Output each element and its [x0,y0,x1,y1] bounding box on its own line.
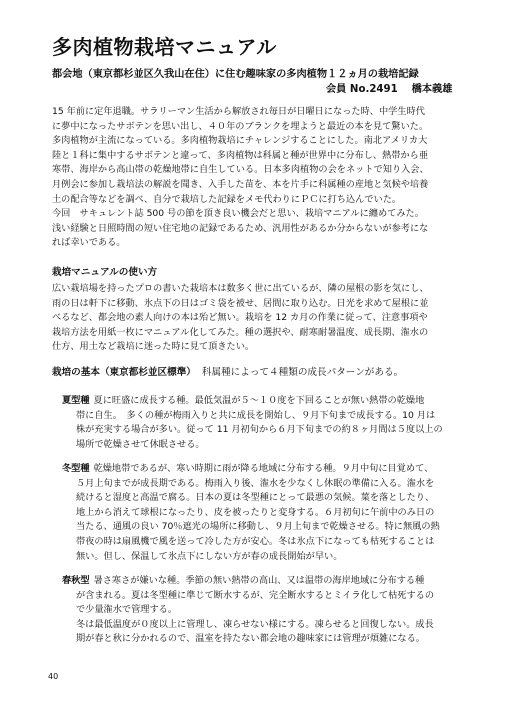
type-line: が含まれる。夏は冬型種に準じて断水するが、完全断水するとミイラ化して枯死するの [76,589,435,601]
type-line: 当たる、通風の良い 70％遮光の場所に移動し、９月上旬まで乾燥させる。特に無風の熱 [76,521,440,533]
type-line: 帯に自生。 多くの種が梅雨入りと共に成長を開始し、９月下旬まで成長する。10 月は [76,409,436,421]
usage-line: 栽培方法を用紙一枚にマニュアル化してみた。種の選択や、耐寒耐暑温度、成長期、潅水の [52,326,429,338]
usage-line: 仕方、用土など栽培に迷った時に見て頂きたい。 [52,341,255,353]
type-line: 期が春と秋に分かれるので、温室を持たない都会地の趣味家には管理が煩雑になる。 [76,633,425,645]
page-title: 多肉植物栽培マニュアル [52,35,277,59]
type-name: 夏型種 [62,395,90,406]
type-line: で少量潅水で管理する。 [76,604,178,616]
intro-line: 月例会に参加し栽培法の解説を聞き、入手した苗を、本を片手に科属種の産地と気候や培養 [52,178,429,190]
intro-line: 陸と１科に集中するサボテンと違って、多肉植物は科属と種が世界中に分布し、熱帯から亜 [52,149,429,161]
winter-type-block [62,462,462,564]
usage-line: 雨の日は軒下に移動、氷点下の日はゴミ袋を被せ、居間に取り込む。日光を求めて屋根に並 [52,297,429,309]
summer-type-block [62,394,462,452]
intro-line: 今回 サキュレント誌 500 号の節を頂き良い機会だと思い、栽培マニアルに纏めてみた。 [52,208,424,220]
usage-line: 広い栽培場を持ったプロの書いた栽培本は数多く世に出ているが、隣の屋根の影を気にし、 [52,283,429,294]
type-line: 乾燥地帯であるが、寒い時期に雨が降る地域に分布する種。９月中旬に目覚めて、 [93,463,434,474]
basics-heading [52,366,403,380]
type-line: 続けると湿度と高温で腐る。日本の夏は冬型種にとって最悪の気候。葉を落としたり、 [76,492,435,504]
intro-line: 浅い経験と日照時間の短い住宅地の記録であるため、汎用性があるか分からないが参考にな [52,222,429,234]
type-line: 場所で乾燥させて休眠させる。 [76,438,205,450]
usage-heading: 栽培マニュアルの使い方 [52,267,158,278]
intro-line: 土の配合等などを調べ、自分で栽培した記録をメモ代わりにＰＣに打ち込んでいた。 [52,193,402,205]
basics-heading-title: 栽培の基本（東京都杉並区標準） [52,367,196,378]
type-line: 株が充実する場合が多い。従って 11 月初旬から６月下旬までの約８ヶ月間は５度以上の [76,424,443,436]
intro-line: 多肉植物が主流になっている。多肉植物栽培にチャレンジすることにした。南北アメリカ大 [52,135,428,147]
author-name: 橋本義雄 [411,84,453,95]
type-line: 冬は最低温度が０度以上に管理し、凍らせない様にする。凍らせると回復しない。成長 [76,618,434,630]
usage-line: べるなど、都会地の素人向けの本は殆ど無い。栽培を 12 カ月の作業に従って、注意事項や [52,312,428,324]
spring-autumn-type-block [62,574,462,647]
type-name: 春秋型 [62,575,90,586]
basics-heading-intro: 科属種によって４種類の成長パターンがある。 [201,367,404,378]
type-name: 冬型種 [62,463,90,474]
type-line: 地上から消えて球根になったり、皮を被ったりと変身する。６月初旬に午前中のみ日の [76,506,435,518]
type-line: 帯夜の時は扇風機で風を送って冷した方が安心。冬は氷点下になっても枯死することは [76,535,435,547]
member-number: 会員 No.2491 [326,84,398,95]
intro-line: 寒帯、海岸から高山帯の乾燥地帯に自生している。日本多肉植物の会をネットで知り入会、 [52,164,429,176]
type-line: 暑さ寒さが嫌いな種。季節の無い熱帯の高山、又は温帯の海岸地域に分布する種 [93,575,425,586]
type-line: ５月上旬までが成長期である。梅雨入り後、潅水を少なくし休眠の準備に入る。潅水を [76,477,435,489]
intro-paragraph [52,105,462,251]
type-line: 無い。但し、保温して氷点下にしない方が春の成長開始が早い。 [76,550,343,562]
type-line: 夏に旺盛に成長する種。最低気温が５～１０度を下回ることが無い熱帯の乾燥地 [93,395,425,406]
intro-line: に夢中になったサボテンを思い出し、４０年のブランクを埋ようと最近の本を見て驚いた。 [52,120,429,132]
author-line [326,83,452,97]
intro-line: 15 年前に定年退職。サラリーマン生活から解放され毎日が日曜日になった時、中学生時代 [52,106,425,117]
intro-line: れば幸いである。 [52,237,126,249]
page-subtitle: 都会地（東京都杉並区久我山在住）に住む趣味家の多肉植物１２ヵ月の栽培記録 [52,69,419,80]
usage-paragraph [52,282,462,355]
page-number: 40 [48,672,59,681]
